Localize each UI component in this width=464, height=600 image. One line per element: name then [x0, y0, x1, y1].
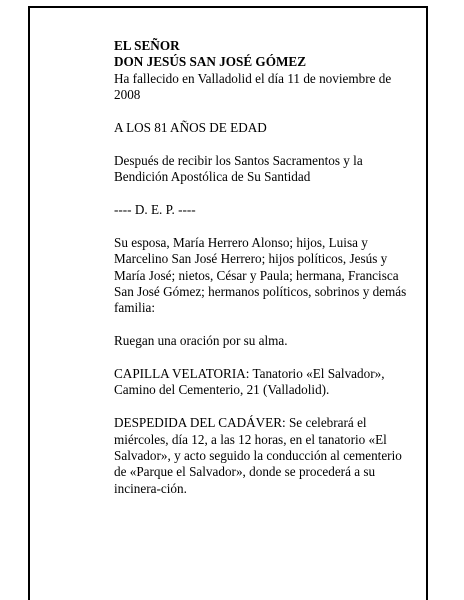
- family-line-4: San José Gómez; hermanos políticos, sobrinos y demás: [114, 284, 407, 300]
- chapel-line-2: Camino del Cementerio, 21 (Valladolid).: [114, 382, 330, 398]
- age-line: A LOS 81 AÑOS DE EDAD: [114, 120, 267, 136]
- sacraments-line-2: Bendición Apostólica de Su Santidad: [114, 169, 311, 185]
- chapel-line-1: CAPILLA VELATORIA: Tanatorio «El Salvador»,: [114, 366, 385, 382]
- farewell-line-5: incinera-ción.: [114, 480, 187, 496]
- farewell-line-4: de «Parque el Salvador», donde se procederá a su: [114, 464, 376, 480]
- notice-title-line-1: EL SEÑOR: [114, 38, 180, 53]
- spacer: [114, 136, 414, 152]
- spacer: [114, 104, 414, 120]
- family-line-5: familia:: [114, 300, 156, 316]
- farewell-line-2: miércoles, día 12, a las 12 horas, en el tanatorio «El: [114, 431, 387, 447]
- family-line-1: Su esposa, María Herrero Alonso; hijos, Luisa y: [114, 234, 368, 250]
- family-line-2: Marcelino San José Herrero; hijos políticos, Jesús y: [114, 251, 388, 267]
- farewell-line-3: Salvador», y acto seguido la conducción al cementerio: [114, 448, 402, 464]
- sacraments-line-1: Después de recibir los Santos Sacramentos y la: [114, 152, 363, 168]
- spacer: [114, 186, 414, 202]
- spacer: [114, 317, 414, 333]
- farewell-line-1: DESPEDIDA DEL CADÁVER: Se celebrará el: [114, 415, 367, 431]
- obituary-notice: [114, 38, 414, 497]
- death-announcement-line-1: Ha fallecido en Valladolid el día 11 de noviembre de: [114, 70, 392, 86]
- death-announcement-line-2: 2008: [114, 87, 141, 103]
- spacer: [114, 399, 414, 415]
- rip-line: ---- D. E. P. ----: [114, 202, 196, 218]
- notice-title-line-2: DON JESÚS SAN JOSÉ GÓMEZ: [114, 54, 306, 70]
- spacer: [114, 350, 414, 366]
- family-line-3: María José; nietos, César y Paula; hermana, Francisca: [114, 267, 399, 283]
- prayer-line: Ruegan una oración por su alma.: [114, 333, 288, 349]
- spacer: [114, 218, 414, 234]
